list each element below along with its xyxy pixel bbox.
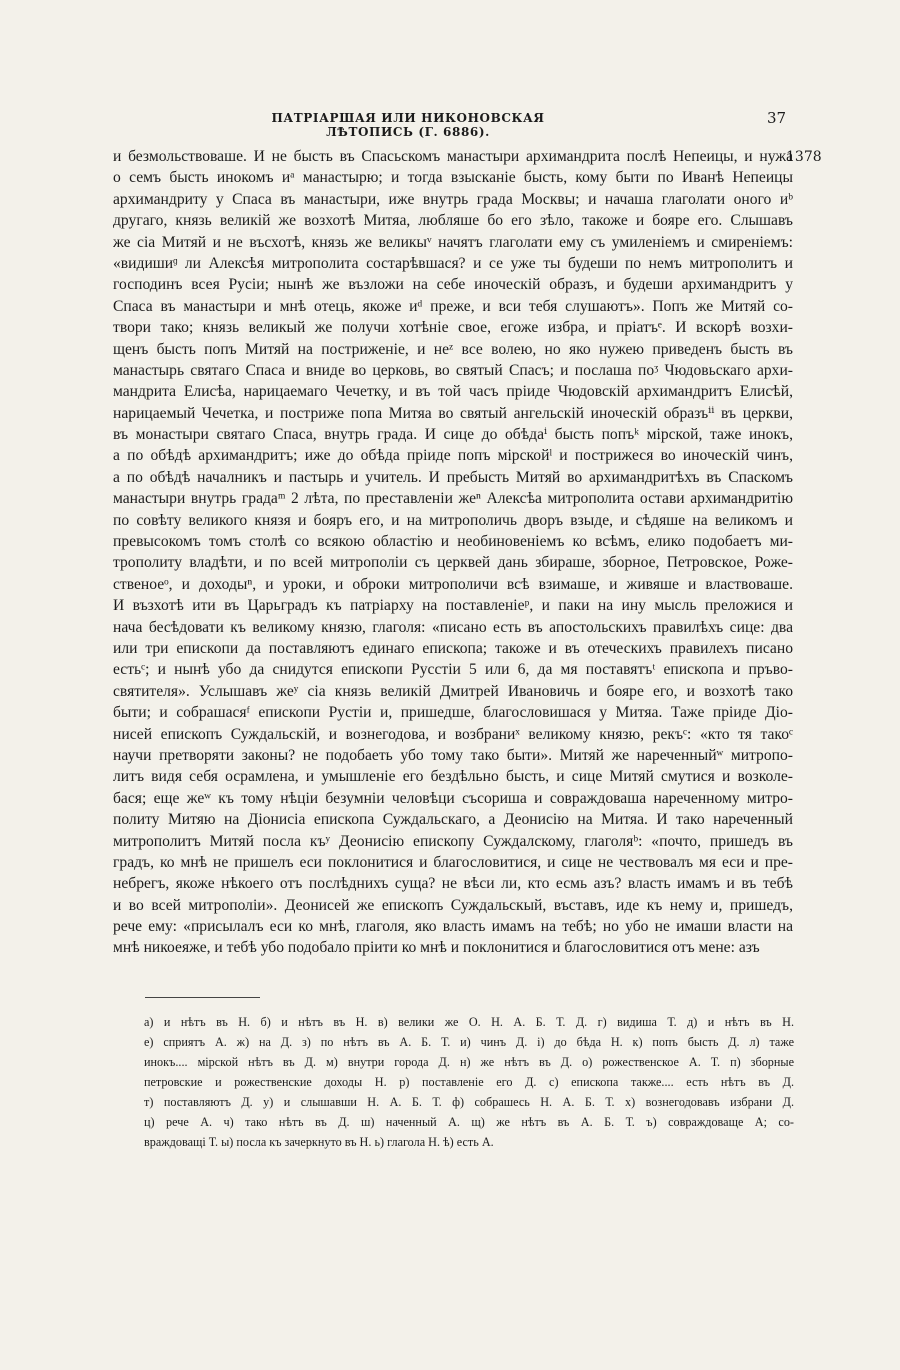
footnotes (144, 1012, 794, 1152)
text-line: нача бесѣдовати къ великому князю, глаголя: «писано есть въ апостольскихъ правилѣхъ сице: два (113, 618, 793, 636)
text-line: политу Митяю на Діонисіа епископа Суждальскаго, а Деонисію на Митяа. И тако нареченный (113, 811, 793, 829)
text-line: превысокомъ томъ столѣ со всякою областію и необиновеніемъ ко всѣмъ, елико подобаетъ ми- (113, 533, 793, 551)
text-line: а по обѣдѣ началникъ и пастырь и учитель. И пребысть Митяй во архимандритѣхъ въ Спаскомъ (113, 468, 793, 486)
footnote-line: т) поставляютъ Д. у) и слышавши Н. А. Б. Т. ф) собрашесь Н. А. Б. Т. х) вознегодовавъ избрани Д. (144, 1095, 794, 1109)
text-line: научи претворяти законы? не подобаеть убо тому тако быти». Митяй же нареченныйʷ митропо- (113, 746, 793, 764)
text-line: же сіа Митяй и не въсхотѣ, князь же великыᵛ начятъ глаголати ему съ умиленіемъ и смиреніемъ: (113, 233, 793, 251)
text-line: святителя». Услышавъ жеʸ сіа князь великій Дмитрей Ивановичь и бояре его, и возхотѣ тако (113, 682, 793, 700)
footnote-line: враждоващі Т. ы) посла къ зачеркнуто въ Н. ь) глагола Н. ѣ) есть А. (144, 1135, 494, 1149)
text-line: господинъ всея Русіи; нынѣ же възложи на себе иноческій образъ, и будеши архимандритъ у (113, 276, 793, 294)
text-line: «видишиᶢ ли Алексѣя митрополита состарѣвшася? и се уже ты будеши по немъ митрополитъ и (113, 254, 793, 272)
footnote-line: е) сприятъ А. ж) на Д. з) по нѣтъ въ А. Б. Т. и) чинъ Д. і) до бѣда Н. к) попъ бысть Д. л) таже (144, 1035, 794, 1049)
text-line: манастырь святаго Спаса и вниде во церковь, во святый Спасъ; и послаша поᶾ Чюдовьскаго архи- (113, 361, 793, 379)
text-line: быти; и собрашасяᶠ епископи Рустіи и, пришедше, благословишася у Митяа. Таже пріиде Діо- (113, 704, 793, 722)
text-line: бася; еще жеʷ къ тому нѣціи безумніи человѣци съсориша и совраждоваша нареченному митро- (113, 789, 793, 807)
text-line: рече ему: «присылалъ еси ко мнѣ, глаголя, яко власть имамъ на тебѣ; но убо не имаши власти на (113, 918, 793, 936)
footnote-divider (145, 997, 260, 998)
text-line: трополиту владѣти, и по всей митрополіи съ церквей дань збираше, зборное, Петровское, Роже- (113, 554, 793, 572)
main-text (113, 146, 793, 959)
text-line: твори тако; князь великый же получи хотѣніе свое, егоже избра, и пріатъᵉ. И вскорѣ возхи- (113, 319, 793, 337)
text-line: мнѣ никоеяже, и тебѣ убо подобало пріити ко мнѣ и поклонитися и благословитися отъ мене: азъ (113, 939, 760, 957)
text-line: другаго, князь великій же возхотѣ Митяа, любляше бо его зѣло, такоже и бояре его. Слышавъ (113, 212, 793, 230)
text-line: небрегъ, якоже нѣкоего отъ послѣднихъ суща? не вѣси ли, кто есмь азъ? власть имамъ и въ тебѣ (113, 875, 793, 893)
text-line: нисей епископъ Суждальскій, и вознегодова, и возбраниˣ великому князю, рекъᶜ: «кто тя такоᶜ (113, 725, 793, 743)
text-line: по совѣту великого князя и бояръ его, и на митрополичь дворъ взыде, и сѣдяше на великомъ и (113, 511, 793, 529)
text-line: мандрита Елисѣа, нарицаемаго Чечетку, и въ той часъ пріиде Чюдовскій архимандритъ Елисѣй, (113, 383, 793, 401)
footnote-line: инокъ.... мірской нѣтъ въ Д. м) внутри города Д. н) же нѣтъ въ Д. о) рожественское А. Т. п) зборные (144, 1055, 794, 1069)
text-line: въ монастыри святаго Спаса, внутрь града. И сице до обѣдаⁱ бысть попъᵏ мірской, таже инокъ, (113, 426, 793, 444)
text-line: архимандриту у Спаса въ манастыри, иже внутрь града Москвы; и начаша глаголати оного иᵇ (113, 190, 793, 208)
text-line: И възхотѣ ити въ Царьградъ къ патріарху на поставленіеᵖ, и паки на ину мысль преложися и (113, 597, 793, 615)
text-line: Спаса въ манастыри и мнѣ отець, якоже иᵈ преже, и вси тебя слушаютъ». Попъ же Митяй со- (113, 297, 793, 315)
text-line: или три епископи да поставляютъ единаго епископа; такоже и въ отеческихъ правилехъ писано (113, 639, 793, 657)
text-line: ственоеᵒ, и доходыⁿ, и уроки, и оброки митрополичи всѣ взимаше, и живяше и властвоваше. (113, 575, 793, 593)
text-line: а по обѣдѣ архимандритъ; иже до обѣда пріиде попъ мірскойˡ и пострижеся во иноческій чинъ, (113, 447, 793, 465)
text-line: митрополитъ Митяй посла къʸ Деонисію епископу Суждалскому, глаголяᵇ: «почто, пришедъ въ (113, 832, 793, 850)
text-line: и безмольствоваше. И не бысть въ Спасьскомъ манастыри архимандрита послѣ Непеицы, и нужа (113, 148, 793, 165)
text-line: литъ видя себя осрамлена, и умышленіе его бездѣльно бысть, и сице Митяй смутися и возколе- (113, 768, 793, 786)
text-line: нарицаемый Чечетка, и постриже попа Митяа во святый ангельскій иноческій образъⁱⁱ въ церкви, (113, 404, 793, 422)
margin-year: 1378 (786, 149, 822, 165)
footnote-line: а) и нѣтъ въ Н. б) и нѣтъ въ Н. в) велики же О. Н. А. Б. Т. Д. г) видиша Т. д) и нѣтъ въ Н. (144, 1015, 794, 1029)
footnote-line: петровские и рожественские доходы Н. р) поставленіе его Д. с) епископа также.... есть нѣтъ въ Д. (144, 1075, 794, 1089)
text-line: и во всей митрополіи». Деонисей же епископъ Суждальскый, въставъ, иде къ нему и, пришедъ, (113, 896, 793, 914)
text-line: о семъ бысть инокомъ иᵃ манастырю; и тогда взысканіе бысть, кому быти по Иванѣ Непеицы (113, 169, 793, 187)
text-line: манастыри внутрь градаᵐ 2 лѣта, по преставленіи жеⁿ Алексѣа митрополита остави архимандритію (113, 490, 793, 508)
text-line: щенъ бысть попъ Митяй на постриженіе, и неᶻ все волею, но яко нужею приведенъ бысть въ (113, 340, 793, 358)
page-number: 37 (767, 109, 787, 127)
text-line: естьᶜ; и нынѣ убо да снидутся епископи Русстіи 5 или 6, да мя поставятъᵗ епископа и пръво- (113, 661, 793, 679)
running-header: ПАТРІАРШАЯ ИЛИ НИКОНОВСКАЯ ЛѢТОПИСЬ (Г. 6886). (271, 111, 545, 139)
footnote-line: ц) рече А. ч) тако нѣтъ въ Д. ш) наченный А. щ) же нѣтъ въ А. Б. Т. ъ) совраждоваще А; со- (144, 1115, 794, 1129)
text-line: градъ, ко мнѣ не пришелъ еси поклонитися и благословитися, и сице не чествовалъ мя еси и пре- (113, 853, 793, 871)
